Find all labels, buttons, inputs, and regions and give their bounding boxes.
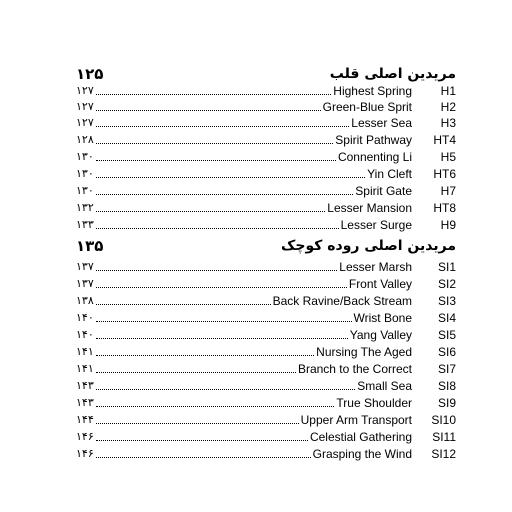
entry-page-number: ۱۳۰ xyxy=(76,167,94,180)
entry-point-name: Yang Valley xyxy=(349,328,412,342)
dot-leader xyxy=(96,440,308,441)
entry-point-name: Spirit Gate xyxy=(355,184,412,198)
dot-leader xyxy=(96,355,314,356)
toc-entry[interactable] xyxy=(76,129,456,147)
toc-entry[interactable] xyxy=(76,358,456,376)
dot-leader xyxy=(96,457,311,458)
section-page-number: ۱۳۵ xyxy=(76,237,104,255)
toc-entry[interactable] xyxy=(76,146,456,164)
entry-page-number: ۱۴۱ xyxy=(76,362,94,375)
dot-leader xyxy=(96,321,352,322)
entry-page-number: ۱۴۶ xyxy=(76,447,94,460)
entry-page-number: ۱۴۰ xyxy=(76,328,94,341)
entry-point-name: Highest Spring xyxy=(333,84,412,98)
toc-entry[interactable] xyxy=(76,443,456,461)
entry-page-number: ۱۳۷ xyxy=(76,260,94,273)
toc-entry[interactable] xyxy=(76,273,456,291)
entry-point-name: Spirit Pathway xyxy=(335,133,412,147)
dot-leader xyxy=(96,94,332,95)
entry-point-code: SI1 xyxy=(437,260,456,274)
dot-leader xyxy=(96,126,350,127)
entry-point-code: SI9 xyxy=(437,396,456,410)
entry-point-name: Lesser Surge xyxy=(340,218,412,232)
entry-point-code: HT6 xyxy=(433,167,456,181)
entry-page-number: ۱۲۷ xyxy=(76,116,94,129)
entry-point-name: Upper Arm Transport xyxy=(300,413,412,427)
entry-point-code: H5 xyxy=(440,150,456,164)
toc-entry[interactable] xyxy=(76,197,456,215)
dot-leader xyxy=(96,423,299,424)
entry-point-name: Lesser Sea xyxy=(351,116,412,130)
dot-leader xyxy=(96,372,296,373)
entry-point-name: Lesser Mansion xyxy=(327,201,412,215)
entry-page-number: ۱۳۲ xyxy=(76,201,94,214)
toc-entry[interactable] xyxy=(76,409,456,427)
dot-leader xyxy=(96,406,335,407)
entry-point-name: Green-Blue Sprit xyxy=(322,100,412,114)
entry-page-number: ۱۲۷ xyxy=(76,100,94,113)
entry-page-number: ۱۳۰ xyxy=(76,150,94,163)
dot-leader xyxy=(96,110,321,111)
toc-entry[interactable] xyxy=(76,112,456,130)
dot-leader xyxy=(96,228,339,229)
entry-page-number: ۱۴۴ xyxy=(76,413,94,426)
entry-point-name: Celestial Gathering xyxy=(309,430,412,444)
entry-point-code: SI2 xyxy=(437,277,456,291)
toc-entry[interactable] xyxy=(76,375,456,393)
entry-page-number: ۱۴۶ xyxy=(76,430,94,443)
toc-entry[interactable] xyxy=(76,163,456,181)
entry-point-code: SI4 xyxy=(437,311,456,325)
entry-point-name: Grasping the Wind xyxy=(312,447,412,461)
dot-leader xyxy=(96,389,356,390)
entry-point-code: HT4 xyxy=(433,133,456,147)
entry-point-name: Yin Cleft xyxy=(367,167,412,181)
entry-point-name: True Shoulder xyxy=(336,396,412,410)
entry-page-number: ۱۳۳ xyxy=(76,218,94,231)
dot-leader xyxy=(96,194,354,195)
toc-entry[interactable] xyxy=(76,341,456,359)
toc-entry[interactable] xyxy=(76,256,456,274)
dot-leader xyxy=(96,211,326,212)
entry-page-number: ۱۲۷ xyxy=(76,84,94,97)
entry-point-name: Nursing The Aged xyxy=(316,345,412,359)
entry-point-name: Small Sea xyxy=(357,379,412,393)
dot-leader xyxy=(96,270,338,271)
entry-point-code: SI7 xyxy=(437,362,456,376)
toc-entry[interactable] xyxy=(76,180,456,198)
dot-leader xyxy=(96,287,347,288)
dot-leader xyxy=(96,160,336,161)
entry-page-number: ۱۴۰ xyxy=(76,311,94,324)
entry-point-code: SI8 xyxy=(437,379,456,393)
dot-leader xyxy=(96,177,365,178)
section-heading-small-intestine-meridian xyxy=(76,236,456,256)
toc-entry[interactable] xyxy=(76,426,456,444)
entry-point-code: H7 xyxy=(440,184,456,198)
entry-page-number: ۱۴۳ xyxy=(76,396,94,409)
dot-leader xyxy=(96,338,348,339)
entry-point-code: H3 xyxy=(440,116,456,130)
entry-point-name: Back Ravine/Back Stream xyxy=(272,294,412,308)
entry-page-number: ۱۴۳ xyxy=(76,379,94,392)
entry-point-code: SI3 xyxy=(437,294,456,308)
dot-leader xyxy=(96,143,334,144)
toc-entry[interactable] xyxy=(76,324,456,342)
entry-point-name: Connenting Li xyxy=(337,150,412,164)
entry-point-name: Wrist Bone xyxy=(353,311,412,325)
entry-point-name: Lesser Marsh xyxy=(339,260,412,274)
toc-entry[interactable] xyxy=(76,307,456,325)
toc-entry[interactable] xyxy=(76,290,456,308)
entry-point-code: SI11 xyxy=(432,430,456,444)
toc-entry[interactable] xyxy=(76,392,456,410)
entry-point-code: SI6 xyxy=(437,345,456,359)
entry-point-code: SI5 xyxy=(437,328,456,342)
entry-page-number: ۱۲۸ xyxy=(76,133,94,146)
entry-point-code: SI12 xyxy=(431,447,456,461)
section-page-number: ۱۲۵ xyxy=(76,65,104,83)
entry-point-code: H9 xyxy=(440,218,456,232)
entry-point-code: HT8 xyxy=(433,201,456,215)
toc-entry[interactable] xyxy=(76,214,456,232)
entry-page-number: ۱۳۷ xyxy=(76,277,94,290)
section-title: مریدین اصلی روده کوچک xyxy=(281,238,456,254)
entry-point-code: H1 xyxy=(440,84,456,98)
entry-point-name: Branch to the Correct xyxy=(297,362,412,376)
entry-point-code: SI10 xyxy=(431,413,456,427)
entry-page-number: ۱۳۸ xyxy=(76,294,94,307)
dot-leader xyxy=(96,304,271,305)
entry-page-number: ۱۳۰ xyxy=(76,184,94,197)
section-title: مریدین اصلی قلب xyxy=(329,66,456,82)
entry-point-name: Front Valley xyxy=(348,277,412,291)
entry-point-code: H2 xyxy=(440,100,456,114)
entry-page-number: ۱۴۱ xyxy=(76,345,94,358)
